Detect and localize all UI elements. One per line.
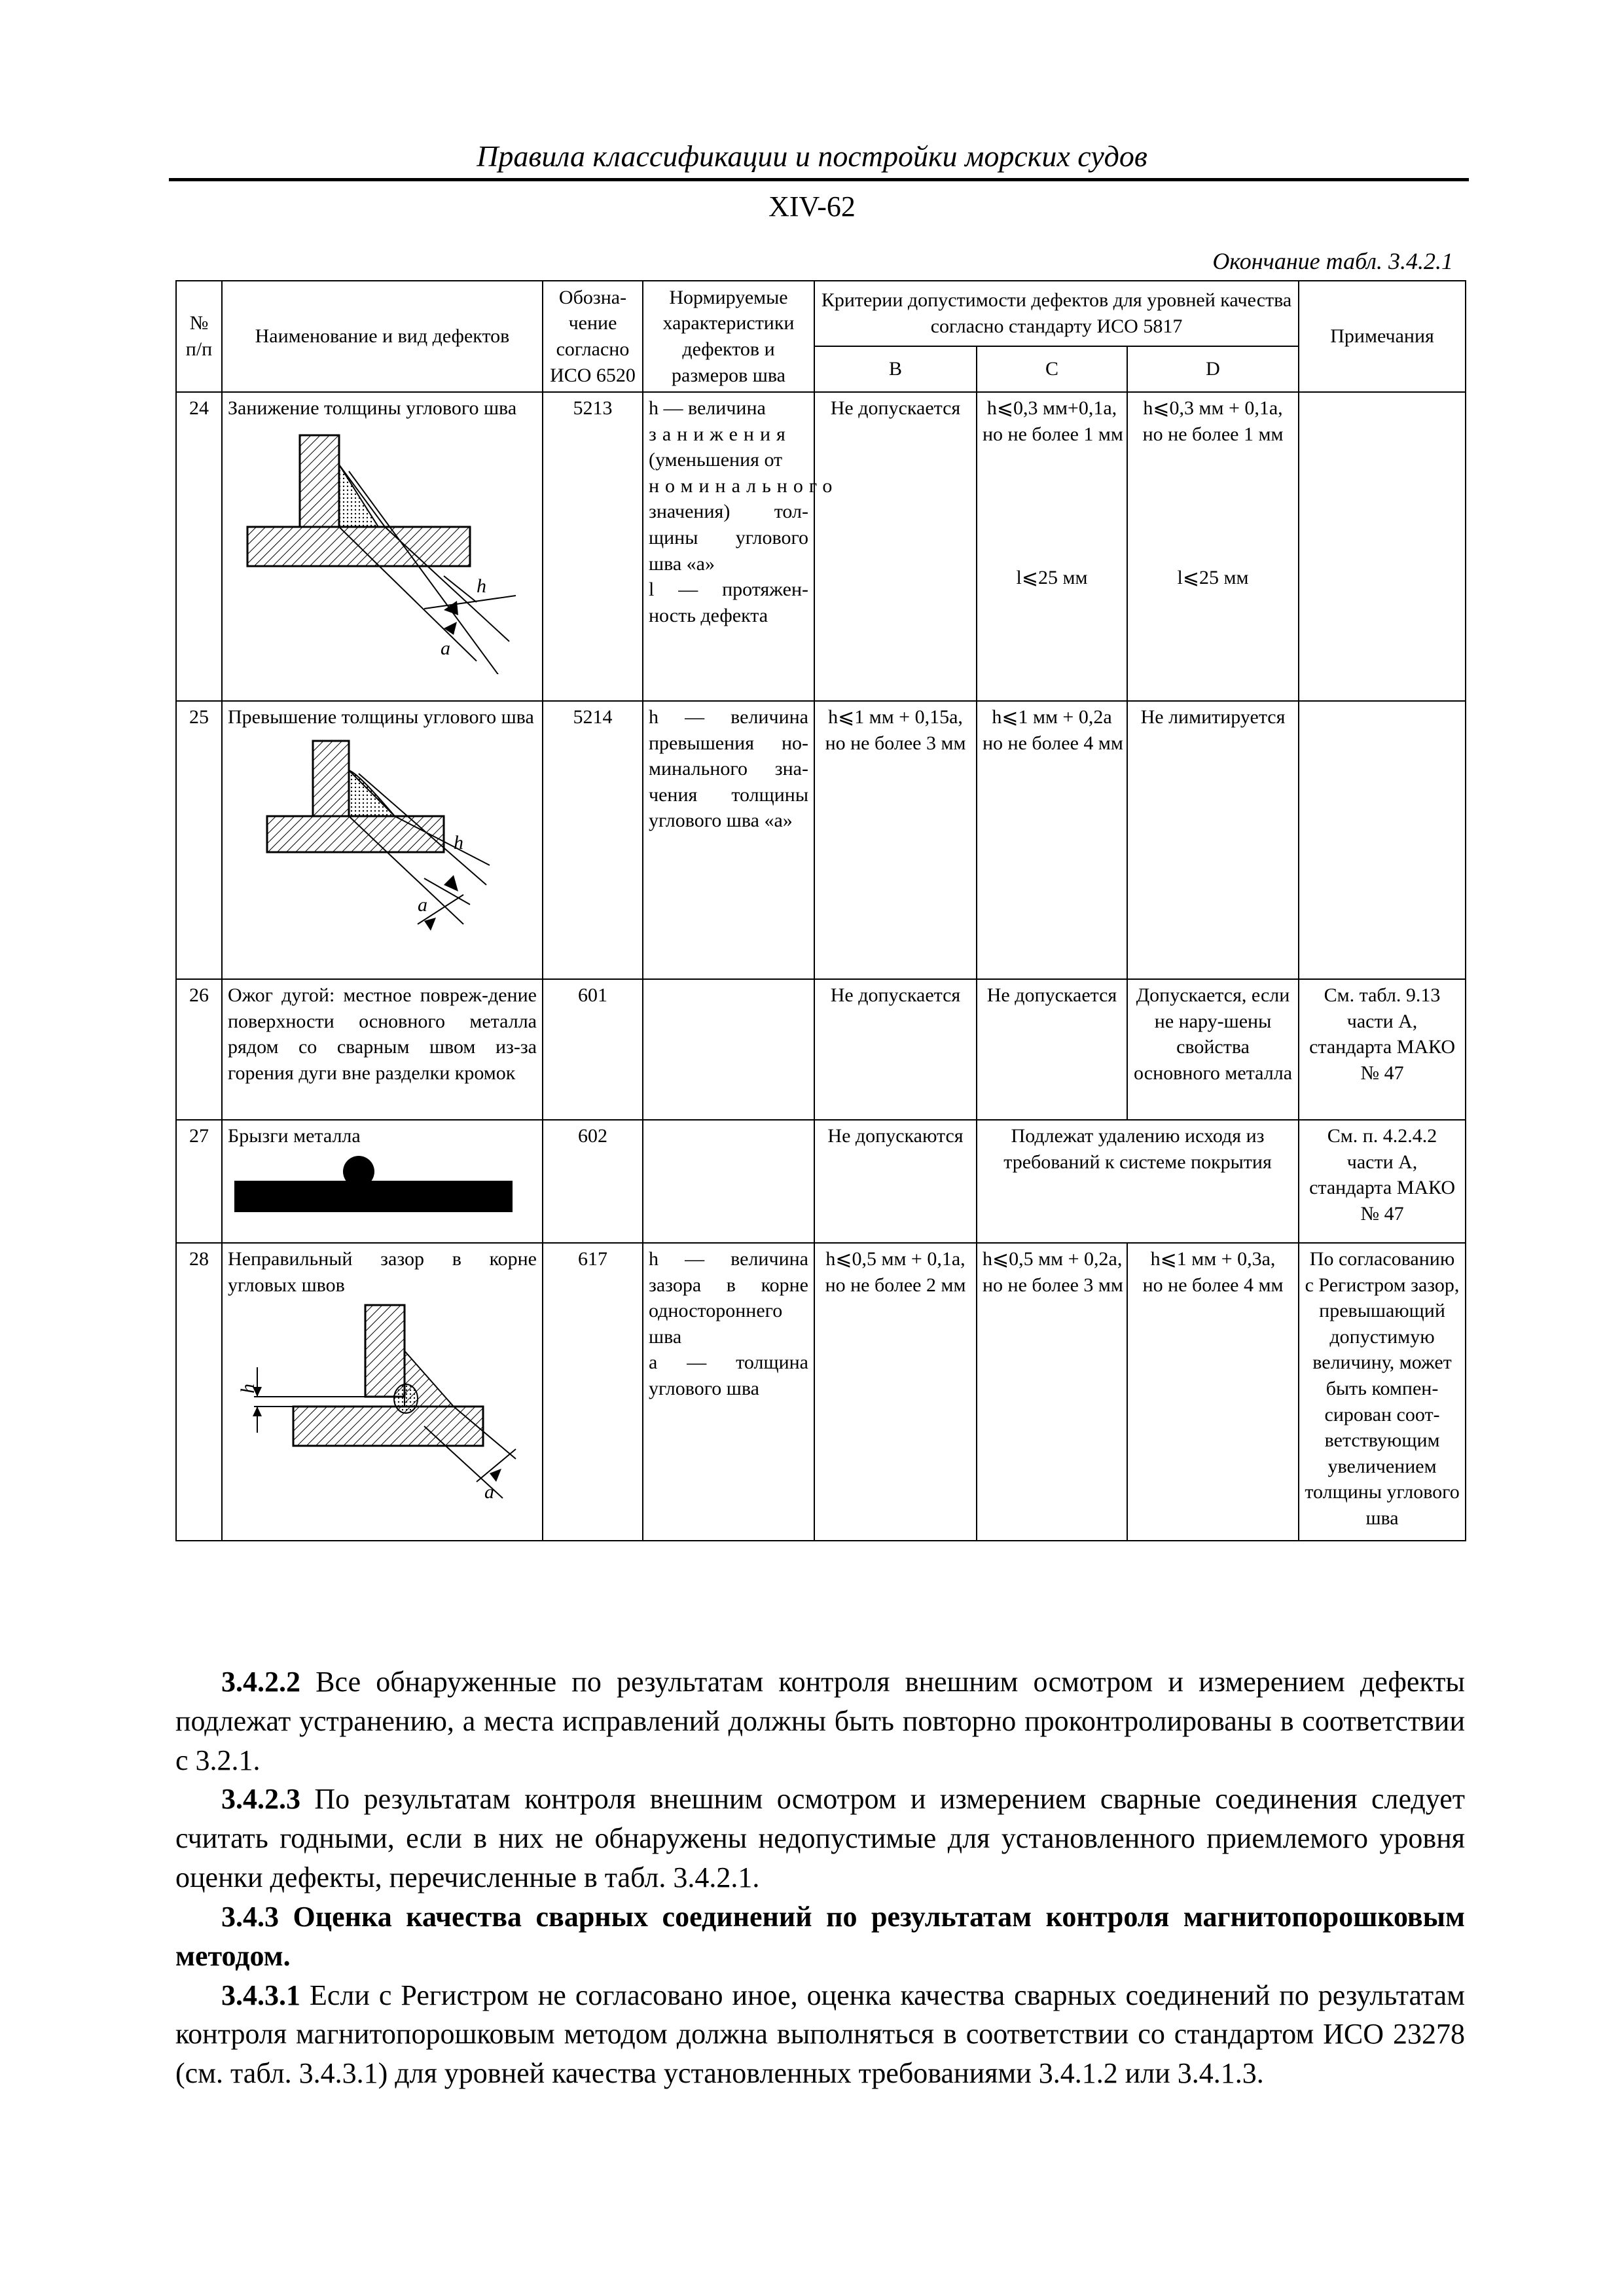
row-28-name: Неправильный зазор в корне угловых швов	[228, 1248, 537, 1296]
row-25-characteristics: h — величина превышения но-минального зна-чения толщины углового шва «a»	[643, 701, 814, 979]
spatter-figure	[228, 1153, 529, 1215]
page-number: XIV-62	[768, 190, 856, 223]
row-24-code: 5213	[543, 392, 643, 701]
row-25-name-cell	[222, 701, 543, 979]
row-24-char-2: занижения	[649, 423, 791, 445]
row-28-char-1: h — величина зазора в корне одностороннего шва	[649, 1248, 808, 1348]
row-28-d-cell	[1127, 1243, 1299, 1541]
row-27-cd: Подлежат удалению исходя из требований к системе покрытия	[977, 1120, 1299, 1243]
paragraph-3-4-3-1	[175, 1976, 1465, 2093]
row-24-char-6: l — протяжен-ность дефекта	[649, 579, 808, 626]
col-header-criteria: Критерии допустимости дефектов для уровней качества согласно стандарту ИСО 5817	[814, 281, 1299, 346]
row-28-b-cell	[814, 1243, 977, 1541]
col-header-num: № п/п	[176, 281, 222, 392]
row-26-c: Не допускается	[977, 979, 1127, 1120]
row-24-d-1: h⩽0,3 мм + 0,1a,	[1143, 397, 1283, 419]
row-24-char-4: номинального	[649, 475, 839, 497]
row-24-name-cell	[222, 392, 543, 701]
row-25-c-cell	[977, 701, 1127, 979]
row-24-notes	[1299, 392, 1466, 701]
row-25-name: Превышение толщины углового шва	[228, 706, 534, 728]
row-26-name: Ожог дугой: местное повреж-дение поверхности основного металла рядом со сварным швом из-за горения дуги вне разделки кромок	[222, 979, 543, 1120]
table-row-27	[176, 1120, 1466, 1243]
table-row-24	[176, 392, 1466, 701]
body-text	[175, 1662, 1465, 2093]
paragraph-3-4-2-2	[175, 1662, 1465, 1780]
section-3-4-3-title: Оценка качества сварных соединений по результатам контроля магнитопорошковым методом.	[175, 1900, 1465, 1972]
table-caption: Окончание табл. 3.4.2.1	[1212, 248, 1453, 274]
col-header-characteristics: Нормируемые характеристики дефектов и размеров шва	[643, 281, 814, 392]
row-25-c-2: но не более 4 мм	[983, 732, 1123, 754]
fig24-label-a: a	[441, 637, 450, 659]
underfill-weld-figure	[228, 425, 529, 674]
col-header-b: B	[814, 346, 977, 392]
row-24-d-2: но не более 1 мм	[1142, 423, 1284, 445]
fig25-label-h: h	[454, 831, 463, 853]
row-24-c-2: но не более 1 мм	[983, 423, 1123, 445]
row-27-num: 27	[176, 1120, 222, 1243]
row-26-characteristics	[643, 979, 814, 1120]
table-row-25	[176, 701, 1466, 979]
row-24-c-cell	[977, 392, 1127, 701]
row-28-d-1: h⩽1 мм + 0,3a,	[1150, 1248, 1276, 1270]
row-25-notes	[1299, 701, 1466, 979]
row-24-c-3: l⩽25 мм	[1016, 567, 1088, 589]
row-24-d-3: l⩽25 мм	[1177, 567, 1249, 589]
root-gap-figure	[228, 1302, 529, 1518]
row-25-c-1: h⩽1 мм + 0,2a	[992, 706, 1112, 728]
fig25-label-a: a	[418, 893, 427, 916]
section-heading-3-4-3	[175, 1897, 1465, 1976]
row-28-char-2: a — толщина углового шва	[649, 1352, 808, 1399]
row-28-c-cell	[977, 1243, 1127, 1541]
col-header-designation: Обозна-чение согласно ИСО 6520	[543, 281, 643, 392]
row-28-notes: По согласованию с Регистром зазор, превышающий допустимую величину, может быть компен-сирован соот-ветствующим увеличением толщины углового шва	[1299, 1243, 1466, 1541]
col-header-d: D	[1127, 346, 1299, 392]
row-26-code: 601	[543, 979, 643, 1120]
row-28-c-1: h⩽0,5 мм + 0,2a,	[983, 1248, 1123, 1270]
table-row-26	[176, 979, 1466, 1120]
row-24-char-5: значения) тол-щины углового шва «a»	[649, 501, 808, 575]
row-26-d: Допускается, если не нару-шены свойства основного металла	[1127, 979, 1299, 1120]
paragraph-3-4-2-2-text: Все обнаруженные по результатам контроля внешним осмотром и измерением дефекты подлежат устранению, а места исправлений должны быть повторно проконтролированы в соответствии с 3.2.1.	[175, 1666, 1465, 1776]
row-25-b-cell	[814, 701, 977, 979]
row-24-c-1: h⩽0,3 мм+0,1a,	[986, 397, 1117, 419]
col-header-c: C	[977, 346, 1127, 392]
row-28-b-2: но не более 2 мм	[825, 1274, 966, 1296]
row-28-code: 617	[543, 1243, 643, 1541]
row-28-characteristics	[643, 1243, 814, 1541]
row-27-b: Не допускаются	[814, 1120, 977, 1243]
row-24-char-3: (уменьшения от	[649, 449, 783, 471]
row-25-code: 5214	[543, 701, 643, 979]
row-28-d-2: но не более 4 мм	[1142, 1274, 1284, 1296]
excess-weld-figure	[228, 734, 529, 950]
paragraph-3-4-3-1-text: Если с Регистром не согласовано иное, оценка качества сварных соединений по результатам контроля магнитопорошковым методом должна выполняться в соответствии со стандартом ИСО 23278 (см. табл. 3.4.3.1) для уровней качества установленных требованиями 3.4.1.2 или 3.4.1.3.	[175, 1979, 1465, 2090]
row-26-num: 26	[176, 979, 222, 1120]
row-25-b-1: h⩽1 мм + 0,15a,	[828, 706, 963, 728]
row-24-d-cell	[1127, 392, 1299, 701]
row-27-characteristics	[643, 1120, 814, 1243]
row-26-notes: См. табл. 9.13 части А, стандарта МАКО № 47	[1299, 979, 1466, 1120]
row-25-d: Не лимитируется	[1127, 701, 1299, 979]
row-26-b: Не допускается	[814, 979, 977, 1120]
paragraph-3-4-2-3-number: 3.4.2.3	[221, 1783, 300, 1816]
running-title: Правила классификации и постройки морских судов	[477, 139, 1147, 173]
row-24-num: 24	[176, 392, 222, 701]
row-27-notes: См. п. 4.2.4.2 части А, стандарта МАКО № 47	[1299, 1120, 1466, 1243]
row-28-num: 28	[176, 1243, 222, 1541]
row-27-code: 602	[543, 1120, 643, 1243]
row-24-b: Не допускается	[814, 392, 977, 701]
row-27-name-cell	[222, 1120, 543, 1243]
section-3-4-3-number: 3.4.3	[221, 1900, 279, 1933]
paragraph-3-4-2-3	[175, 1780, 1465, 1897]
row-25-b-2: но не более 3 мм	[825, 732, 966, 754]
row-25-num: 25	[176, 701, 222, 979]
header-rule	[169, 178, 1469, 181]
fig28-label-a: a	[484, 1481, 494, 1503]
row-24-name: Занижение толщины углового шва	[228, 397, 517, 419]
row-24-characteristics	[643, 392, 839, 701]
row-28-c-2: но не более 3 мм	[983, 1274, 1123, 1296]
table-row-28	[176, 1243, 1466, 1541]
paragraph-3-4-3-1-number: 3.4.3.1	[221, 1979, 300, 2011]
col-header-name: Наименование и вид дефектов	[222, 281, 543, 392]
col-header-notes: Примечания	[1299, 281, 1466, 392]
row-27-name: Брызги металла	[228, 1125, 361, 1147]
defects-table	[175, 280, 1466, 1541]
fig24-label-h: h	[477, 575, 486, 597]
paragraph-3-4-2-3-text: По результатам контроля внешним осмотром и измерением сварные соединения следует считать годными, если в них не обнаружены недопустимые для установленного приемлемого уровня оценки дефекты, перечисленные в табл. 3.4.2.1.	[175, 1783, 1465, 1894]
fig28-label-h: h	[237, 1384, 259, 1394]
row-28-name-cell	[222, 1243, 543, 1541]
row-28-b-1: h⩽0,5 мм + 0,1a,	[825, 1248, 965, 1270]
row-24-char-1: h — величина	[649, 397, 766, 419]
paragraph-3-4-2-2-number: 3.4.2.2	[221, 1666, 300, 1698]
